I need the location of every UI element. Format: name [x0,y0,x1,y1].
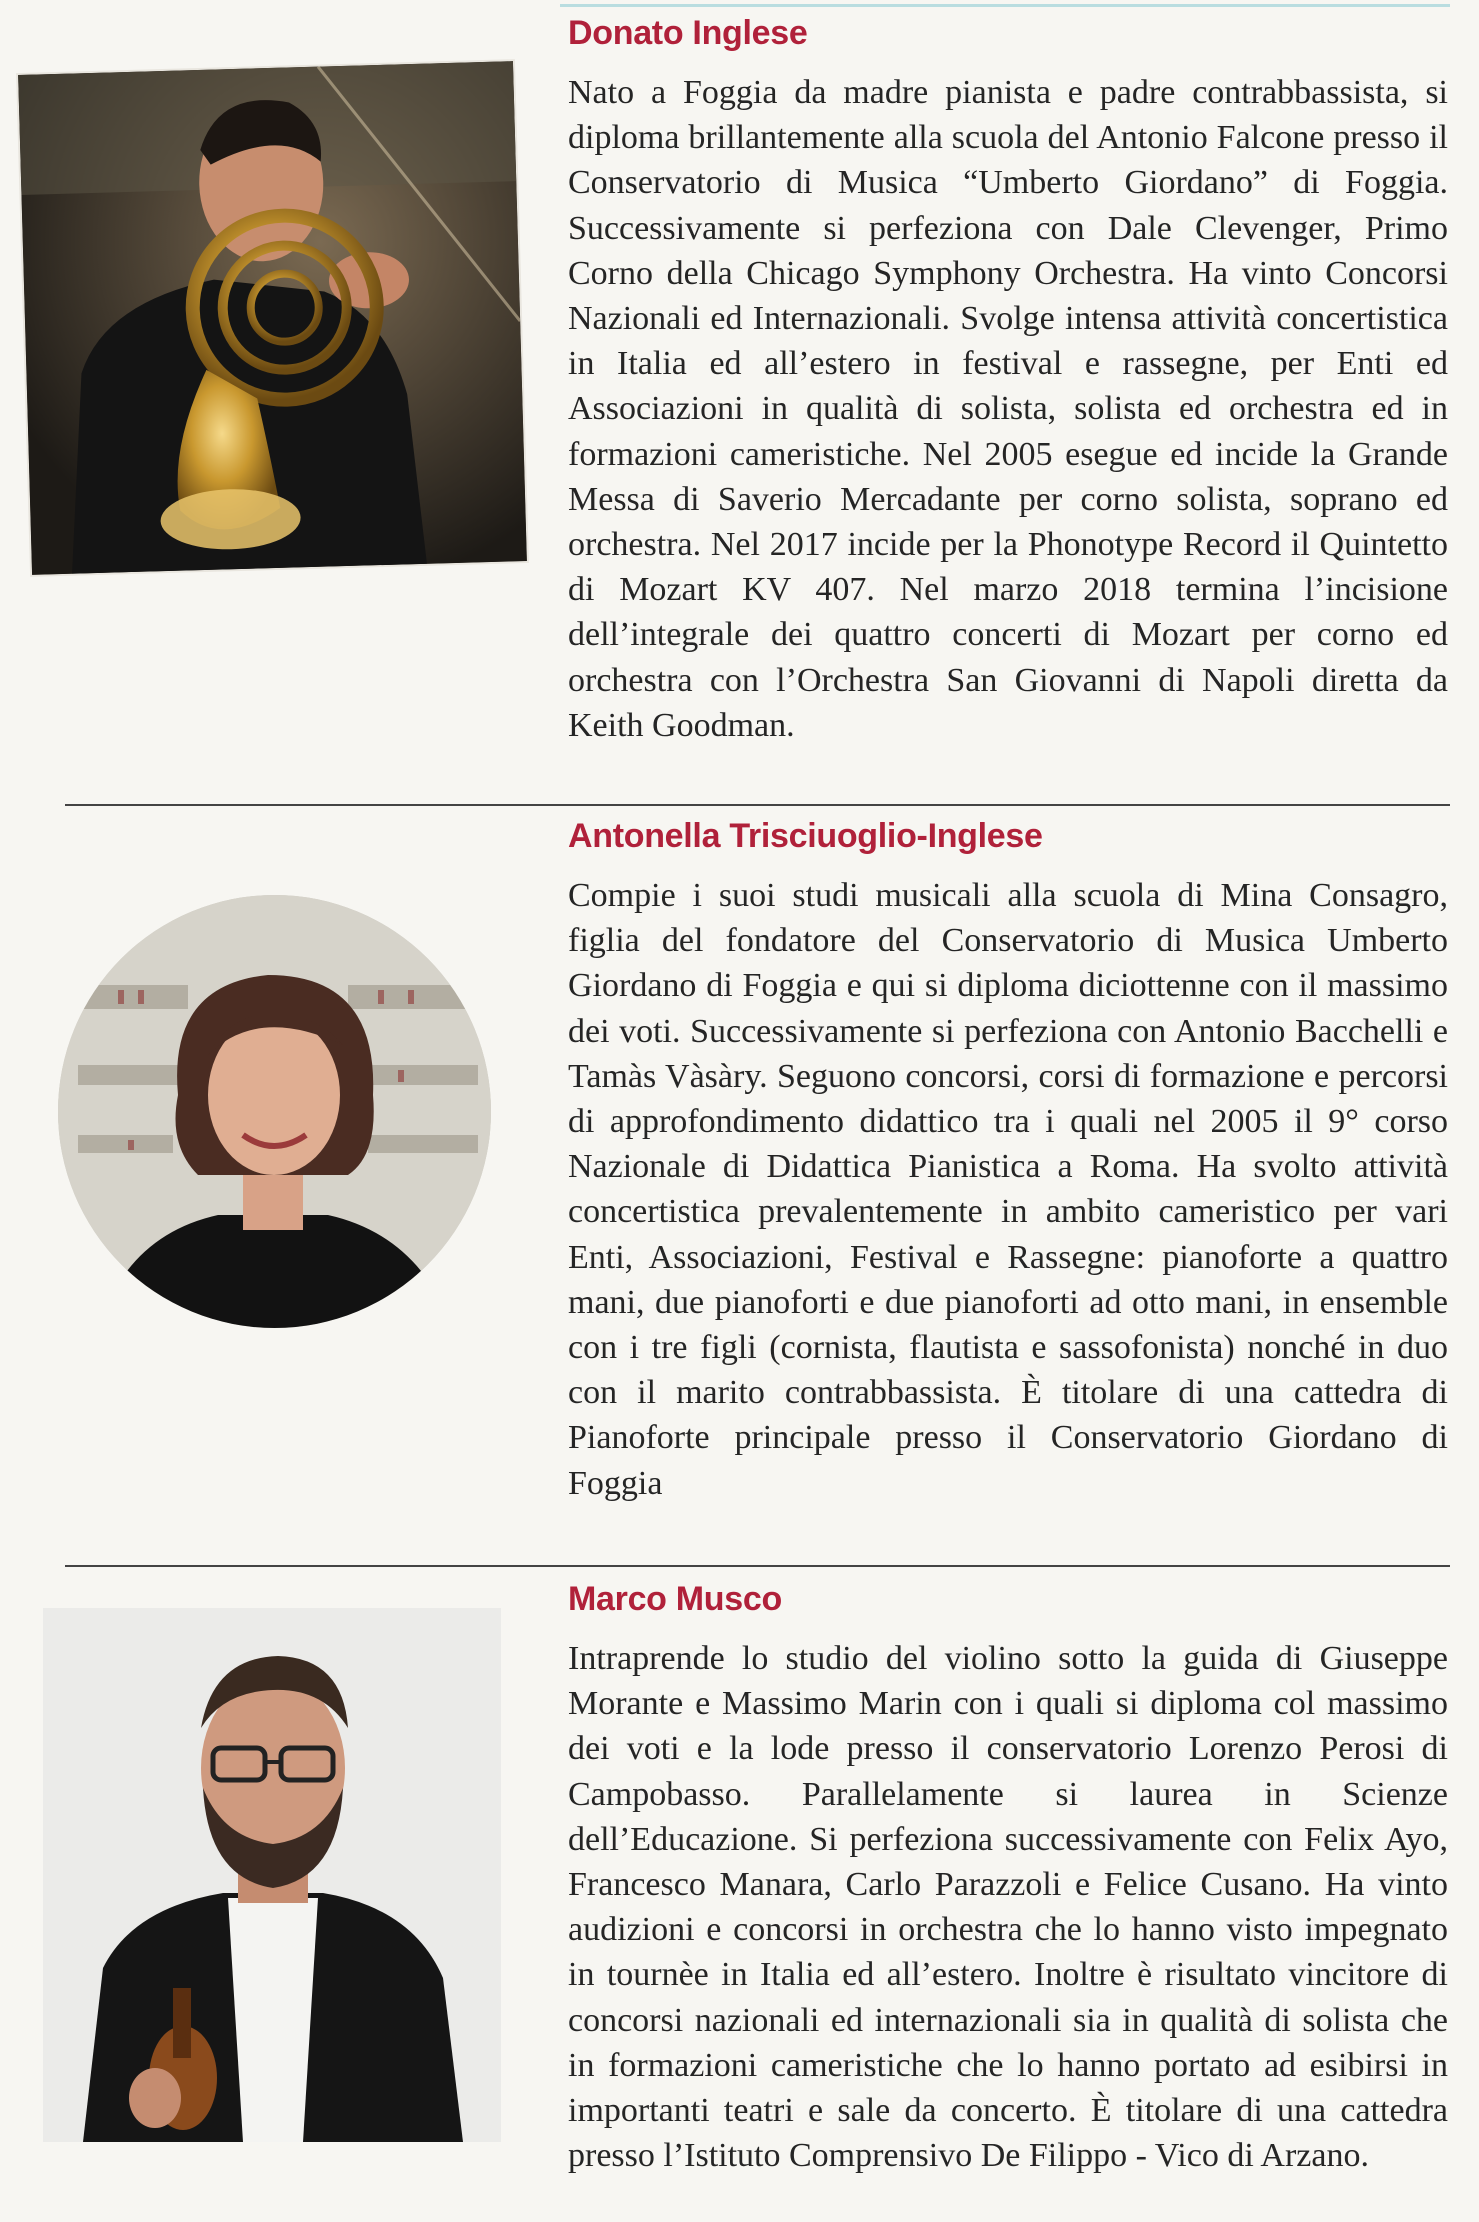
photo-portrait-woman [58,895,491,1328]
photo-violinist [43,1608,501,2142]
violinist-illustration [43,1608,501,2142]
woman-portrait-illustration [58,895,491,1328]
horn-player-illustration [18,61,527,575]
section-divider [65,804,1450,806]
top-accent-rule [560,4,1450,7]
photo-horn-player [18,61,527,575]
bio-name: Marco Musco [568,1580,782,1618]
bio-text: Intraprende lo studio del violino sotto la guida di Giuseppe Morante e Massimo Marin con i quali si diploma col massimo dei voti e la lode presso il conservatorio Lorenzo Perosi di Campobasso. Parallelamente si laurea in Scienze dell’Educazione. Si perfeziona successivamente con Felix Ayo, Francesco Manara, Carlo Parazzoli e Felice Cusano. Ha vinto audizioni e concorsi in orchestra che lo hanno visto impegnato in tournèe in Italia ed all’estero. Inoltre è risultato vincitore di concorsi nazionali ed internazionali sia in qualità di solista che in formazioni cameristiche che lo hanno portato ad esibirsi in importanti teatri e sale da concerto. È titolare di una cattedra presso l’Istituto Comprensivo De Filippo - Vico di Arzano. [568,1640,1448,2175]
bio-name: Donato Inglese [568,14,808,52]
section-divider [65,1565,1450,1567]
bio-text: Nato a Foggia da madre pianista e padre contrabbassista, si diploma brillantemente alla scuola del Antonio Falcone presso il Conservatorio di Musica “Umberto Giordano” di Foggia. Successivamente si perfeziona con Dale Clevenger, Primo Corno della Chicago Symphony Orchestra. Ha vinto Concorsi Nazionali ed Internazionali. Svolge intensa attività concertistica in Italia ed all’estero in festival e rassegne, per Enti ed Associazioni in qualità di solista, solista ed orchestra ed in formazioni cameristiche. Nel 2005 esegue ed incide la Grande Messa di Saverio Mercadante per corno solista, soprano ed orchestra. Nel 2017 incide per la Phonotype Record il Quintetto di Mozart KV 407. Nel marzo 2018 termina l’incisione dell’integrale dei quattro concerti di Mozart per corno ed orchestra con l’Orchestra San Giovanni di Napoli diretta da Keith Goodman. [568,74,1448,744]
bio-name: Antonella Trisciuoglio-Inglese [568,817,1043,855]
bio-text: Compie i suoi studi musicali alla scuola di Mina Consagro, figlia del fondatore del Conservatorio di Musica Umberto Giordano di Foggia e qui si diploma diciottenne con il massimo dei voti. Successivamente si perfeziona con Antonio Bacchelli e Tamàs Vàsàry. Seguono concorsi, corsi di formazione e percorsi di approfondimento didattico tra i quali nel 2005 il 9° corso Nazionale di Didattica Pianistica a Roma. Ha svolto attività concertistica prevalentemente in ambito cameristico per vari Enti, Associazioni, Festival e Rassegne: pianoforte a quattro mani, due pianoforti e due pianoforti ad otto mani, in ensemble con i tre figli (cornista, flautista e sassofonista) nonché in duo con il marito contrabbassista. È titolare di una cattedra di Pianoforte principale presso il Conservatorio Giordano di Foggia [568,877,1448,1502]
